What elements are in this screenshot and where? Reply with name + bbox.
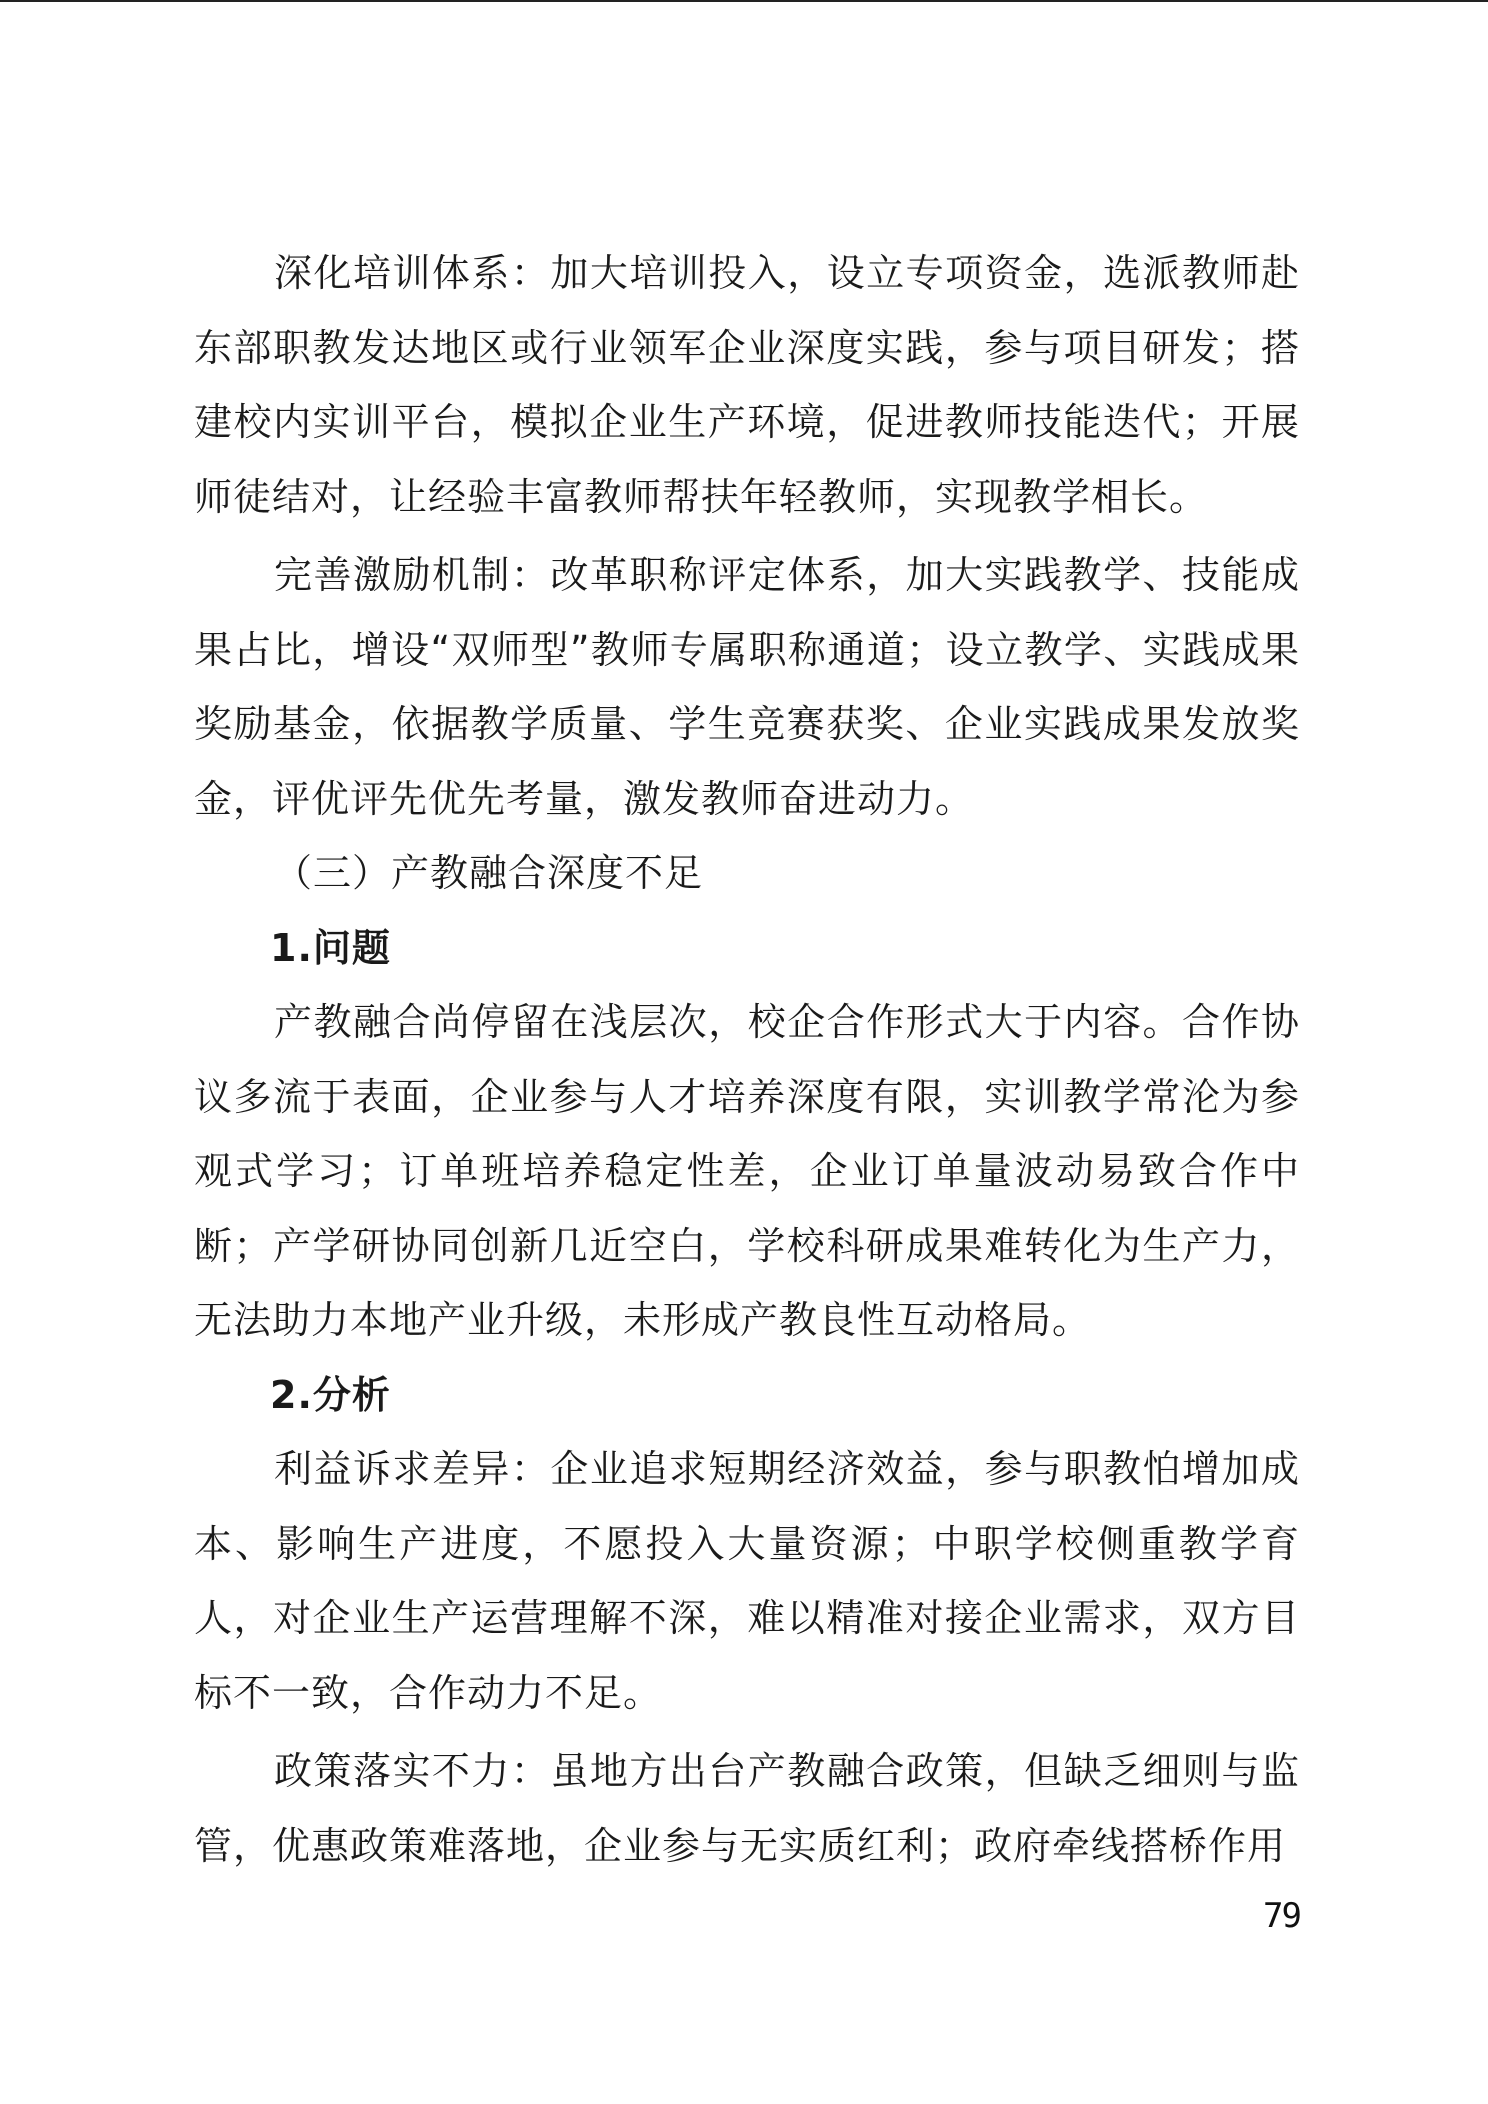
page-number: 79 <box>1263 1896 1300 1936</box>
section-heading: （三）产教融合深度不足 <box>274 851 704 895</box>
subheading-problem: 1.问题 <box>270 925 391 970</box>
paragraph-policy-implementation: 政策落实不力：虽地方出台产教融合政策，但缺乏细则与监管，优惠政策难落地，企业参与无实质红利；政府牵线搭桥作用 <box>194 1749 1300 1868</box>
top-border-line <box>0 0 1488 2</box>
paragraph-training-system: 深化培训体系：加大培训投入，设立专项资金，选派教师赴东部职教发达地区或行业领军企业深度实践，参与项目研发；搭建校内实训平台，模拟企业生产环境，促进教师技能迭代；开展师徒结对，让经验丰富教师帮扶年轻教师，实现教学相长。 <box>194 251 1300 519</box>
paragraph-interest-difference: 利益诉求差异：企业追求短期经济效益，参与职教怕增加成本、影响生产进度，不愿投入大量资源；中职学校侧重教学育人，对企业生产运营理解不深，难以精准对接企业需求，双方目标不一致，合作动力不足。 <box>194 1447 1300 1715</box>
paragraph-incentive-mechanism: 完善激励机制：改革职称评定体系，加大实践教学、技能成果占比，增设“双师型”教师专属职称通道；设立教学、实践成果奖励基金，依据教学质量、学生竞赛获奖、企业实践成果发放奖金，评优评先优先考量，激发教师奋进动力。 <box>194 553 1300 821</box>
paragraph-problem: 产教融合尚停留在浅层次，校企合作形式大于内容。合作协议多流于表面，企业参与人才培养深度有限，实训教学常沦为参观式学习；订单班培养稳定性差，企业订单量波动易致合作中断；产学研协同创新几近空白，学校科研成果难转化为生产力，无法助力本地产业升级，未形成产教良性互动格局。 <box>194 1000 1300 1342</box>
document-body <box>194 236 1300 1883</box>
subheading-analysis: 2.分析 <box>270 1372 391 1417</box>
